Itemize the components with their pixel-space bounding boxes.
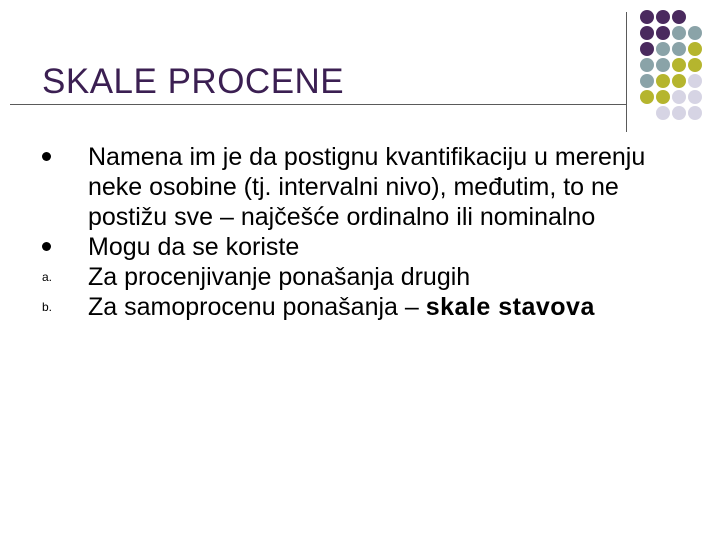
decorative-dot xyxy=(688,58,702,72)
decorative-dot xyxy=(672,26,686,40)
title-divider xyxy=(10,104,626,105)
decorative-dot xyxy=(640,10,654,24)
decorative-dot xyxy=(640,90,654,104)
decorative-dot xyxy=(656,74,670,88)
list-item xyxy=(42,292,662,322)
decorative-dot xyxy=(656,26,670,40)
decorative-dot xyxy=(656,90,670,104)
decorative-dot xyxy=(656,58,670,72)
decorative-dot xyxy=(688,90,702,104)
item-text: Mogu da se koriste xyxy=(88,233,300,261)
item-text: Za procenjivanje ponašanja drugih xyxy=(88,263,471,291)
decorative-dot xyxy=(640,26,654,40)
decorative-dot xyxy=(688,74,702,88)
list-item xyxy=(42,232,662,262)
decorative-dot xyxy=(672,90,686,104)
list-item xyxy=(42,142,662,232)
decorative-dot xyxy=(688,26,702,40)
list-marker: a. xyxy=(42,270,53,284)
decorative-dot xyxy=(688,42,702,56)
decorative-dot xyxy=(656,106,670,120)
decorative-dot xyxy=(656,42,670,56)
bullet-list xyxy=(42,142,662,322)
list-item xyxy=(42,262,662,292)
decorative-dot xyxy=(640,42,654,56)
item-text: Za samoprocenu ponašanja – xyxy=(88,293,426,321)
item-bold-text: skale stavova xyxy=(425,293,595,321)
list-marker: b. xyxy=(42,300,53,314)
decorative-dot xyxy=(688,106,702,120)
item-text: Namena im je da postignu kvantifikaciju u merenju neke osobine (tj. intervalni nivo), međutim, to ne postižu sve – najčešće ordinalno ili nominalno xyxy=(88,143,646,231)
decorative-dot xyxy=(640,74,654,88)
decorative-dot xyxy=(672,10,686,24)
decorative-dot xyxy=(672,106,686,120)
decorative-dot xyxy=(640,58,654,72)
decorative-dot xyxy=(672,74,686,88)
vertical-divider xyxy=(626,12,627,132)
slide-title: SKALE PROCENE xyxy=(42,62,345,101)
decorative-dot xyxy=(672,42,686,56)
decorative-dot xyxy=(656,10,670,24)
decorative-dot xyxy=(672,58,686,72)
